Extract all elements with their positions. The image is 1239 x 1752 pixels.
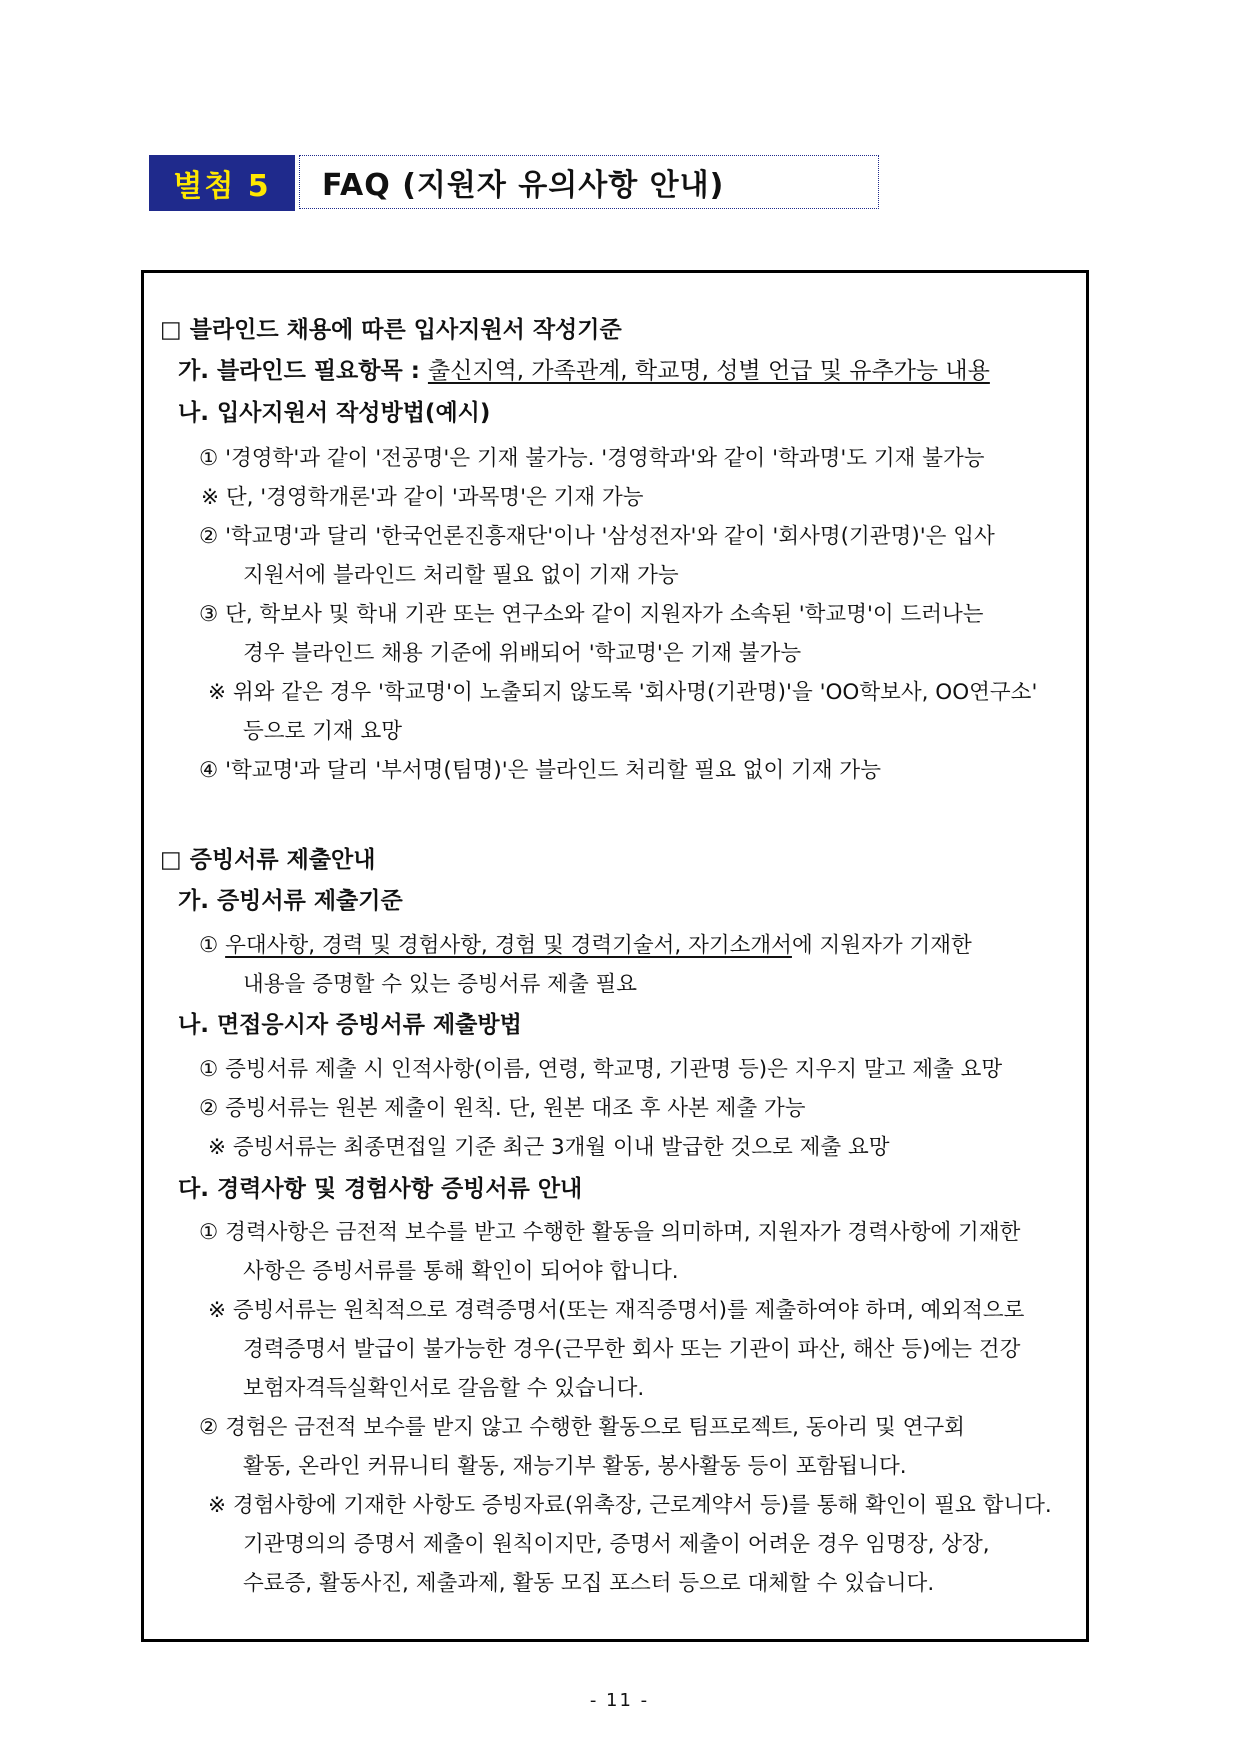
section1-ga xyxy=(178,356,990,386)
attachment-header xyxy=(149,155,879,211)
section1-ga-label: 가. 블라인드 필요항목 : xyxy=(178,358,420,384)
section2-da-line: 활동, 온라인 커뮤니티 활동, 재능기부 활동, 봉사활동 등이 포함됩니다. xyxy=(243,1454,907,1479)
page-number: - 11 - xyxy=(589,1690,650,1711)
section2-na-label: 나. 면접응시자 증빙서류 제출방법 xyxy=(178,1012,522,1038)
section1-line: ※ 위와 같은 경우 '학교명'이 노출되지 않도록 '회사명(기관명)'을 'OO학보사, OO연구소' xyxy=(208,680,1038,705)
section1-line: ② '학교명'과 달리 '한국언론진흥재단'이나 '삼성전자'와 같이 '회사명(기관명)'은 입사 xyxy=(199,524,995,549)
section2-na-line: ※ 증빙서류는 최종면접일 기준 최근 3개월 이내 발급한 것으로 제출 요망 xyxy=(208,1135,890,1160)
section2-ga-line1 xyxy=(199,931,972,961)
section2-da-line: 사항은 증빙서류를 통해 확인이 되어야 합니다. xyxy=(243,1259,679,1284)
section2-da-line: 보험자격득실확인서로 갈음할 수 있습니다. xyxy=(243,1376,645,1401)
section2-da-line: ※ 증빙서류는 원칙적으로 경력증명서(또는 재직증명서)를 제출하여야 하며, 예외적으로 xyxy=(208,1298,1025,1323)
section1-line: ④ '학교명'과 달리 '부서명(팀명)'은 블라인드 처리할 필요 없이 기재 가능 xyxy=(199,758,881,783)
section2-ga-label: 가. 증빙서류 제출기준 xyxy=(178,888,403,914)
section2-ga-underlined: 우대사항, 경력 및 경험사항, 경험 및 경력기술서, 자기소개서 xyxy=(225,933,792,958)
section2-ga-num: ① xyxy=(199,933,219,958)
section1-line: 경우 블라인드 채용 기준에 위배되어 '학교명'은 기재 불가능 xyxy=(243,641,802,666)
section2-da-line: ※ 경험사항에 기재한 사항도 증빙자료(위촉장, 근로계약서 등)를 통해 확인이 필요 합니다. xyxy=(208,1493,1052,1518)
attachment-title: FAQ (지원자 유의사항 안내) xyxy=(299,155,879,209)
section1-na-label: 나. 입사지원서 작성방법(예시) xyxy=(178,400,491,426)
section2-ga-rest: 에 지원자가 기재한 xyxy=(791,933,972,958)
section2-da-line: 경력증명서 발급이 불가능한 경우(근무한 회사 또는 기관이 파산, 해산 등)에는 건강 xyxy=(243,1337,1021,1362)
section1-title: □ 블라인드 채용에 따른 입사지원서 작성기준 xyxy=(160,317,622,343)
section1-line: 지원서에 블라인드 처리할 필요 없이 기재 가능 xyxy=(243,563,679,588)
section2-na-line: ① 증빙서류 제출 시 인적사항(이름, 연령, 학교명, 기관명 등)은 지우지 말고 제출 요망 xyxy=(199,1057,1003,1082)
section1-ga-text: 출신지역, 가족관계, 학교명, 성별 언급 및 유추가능 내용 xyxy=(427,358,990,384)
section2-da-label: 다. 경력사항 및 경험사항 증빙서류 안내 xyxy=(178,1176,583,1202)
section1-line: ③ 단, 학보사 및 학내 기관 또는 연구소와 같이 지원자가 소속된 '학교명'이 드러나는 xyxy=(199,602,984,627)
section2-ga-line2: 내용을 증명할 수 있는 증빙서류 제출 필요 xyxy=(243,972,638,997)
section1-line: ※ 단, '경영학개론'과 같이 '과목명'은 기재 가능 xyxy=(201,485,644,510)
section2-da-line: ① 경력사항은 금전적 보수를 받고 수행한 활동을 의미하며, 지원자가 경력사항에 기재한 xyxy=(199,1220,1021,1245)
section2-da-line: 기관명의의 증명서 제출이 원칙이지만, 증명서 제출이 어려운 경우 임명장, 상장, xyxy=(243,1532,990,1557)
section1-line: ① '경영학'과 같이 '전공명'은 기재 불가능. '경영학과'와 같이 '학과명'도 기재 불가능 xyxy=(199,446,985,471)
section2-na-line: ② 증빙서류는 원본 제출이 원칙. 단, 원본 대조 후 사본 제출 가능 xyxy=(199,1096,806,1121)
attachment-tag: 별첨 5 xyxy=(149,155,295,211)
section1-line: 등으로 기재 요망 xyxy=(243,719,403,744)
section2-title: □ 증빙서류 제출안내 xyxy=(160,847,376,873)
section2-da-line: 수료증, 활동사진, 제출과제, 활동 모집 포스터 등으로 대체할 수 있습니다. xyxy=(243,1571,935,1596)
section2-da-line: ② 경험은 금전적 보수를 받지 않고 수행한 활동으로 팀프로젝트, 동아리 및 연구회 xyxy=(199,1415,965,1440)
